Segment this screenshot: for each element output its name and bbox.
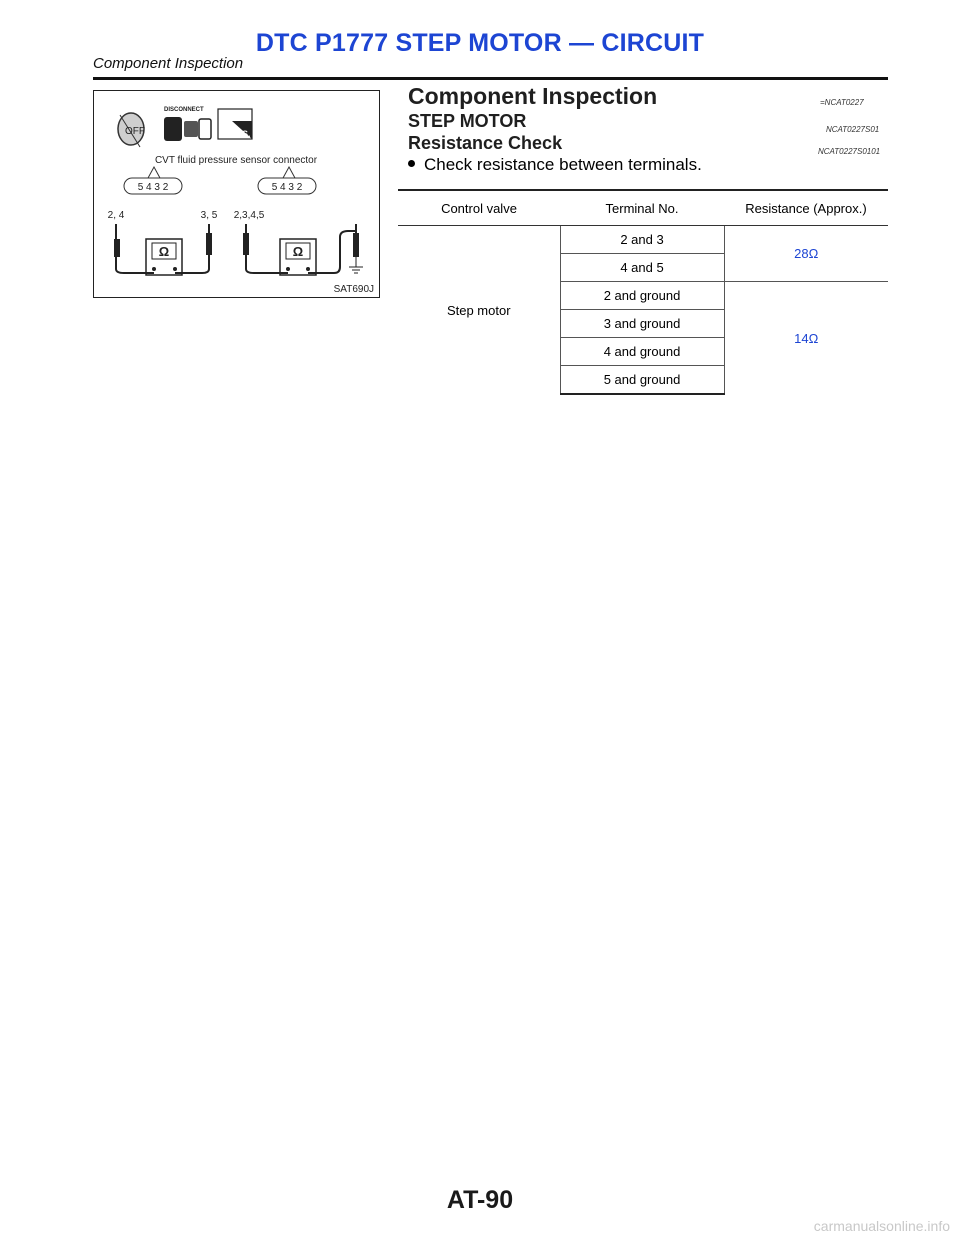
left-connector-icon [124,167,182,194]
header-divider [93,77,888,80]
resistance-table [398,189,888,395]
instruction-text: Check resistance between terminals. [424,155,702,174]
table-row [398,226,888,254]
subsubsection-code: NCAT0227S0101 [818,147,881,156]
terminal-cell: 5 and ground [560,366,724,395]
ohm-symbol: Ω [292,244,304,259]
table-header: Terminal No. [560,190,724,226]
right-connector-pins: 5 4 3 2 [271,182,303,193]
left-connector-pins: 5 4 3 2 [137,182,169,193]
terminal-cell: 2 and 3 [560,226,724,254]
subsubsection-title: Resistance Check [408,133,563,153]
ohmmeter-icon [243,224,363,275]
watermark: carmanualsonline.info [813,1218,950,1234]
section-subtitle: STEP MOTOR [408,111,527,131]
disconnect-connector-icon [164,107,211,141]
page-number: AT-90 [446,1186,514,1214]
section-code: =NCAT0227 [820,98,864,107]
terminal-cell: 3 and ground [560,310,724,338]
table-header: Control valve [398,190,560,226]
figure-id: SAT690J [333,284,374,295]
right-connector-icon [258,167,316,194]
table-header: Resistance (Approx.) [724,190,888,226]
ts-label: T.S. [235,129,251,139]
ohmmeter-icon [114,224,212,275]
terminal-cell: 2 and ground [560,282,724,310]
off-label: OFF [125,126,145,137]
subsection-code: NCAT0227S01 [826,125,880,134]
probe-label-c: 2,3,4,5 [233,210,265,221]
disconnect-label: DISCONNECT [164,107,204,113]
ignition-off-icon [118,113,145,147]
page-header-title: DTC P1777 STEP MOTOR — CIRCUIT [255,29,705,57]
bullet-dot-icon [408,160,415,167]
probe-label-a: 2, 4 [107,210,125,221]
probe-label-b: 3, 5 [200,210,218,221]
ts-icon [218,109,252,139]
terminal-cell: 4 and 5 [560,254,724,282]
resistance-link[interactable]: 14Ω [724,282,888,395]
wiring-figure [93,90,380,298]
control-valve-cell: Step motor [446,302,511,318]
instruction-bullet [408,155,702,175]
ohm-symbol: Ω [158,244,170,259]
page-header-subtitle: Component Inspection [93,55,244,72]
connector-label: CVT fluid pressure sensor connector [154,155,318,166]
resistance-link[interactable]: 28Ω [724,226,888,282]
section-title: Component Inspection [408,83,658,109]
terminal-cell: 4 and ground [560,338,724,366]
